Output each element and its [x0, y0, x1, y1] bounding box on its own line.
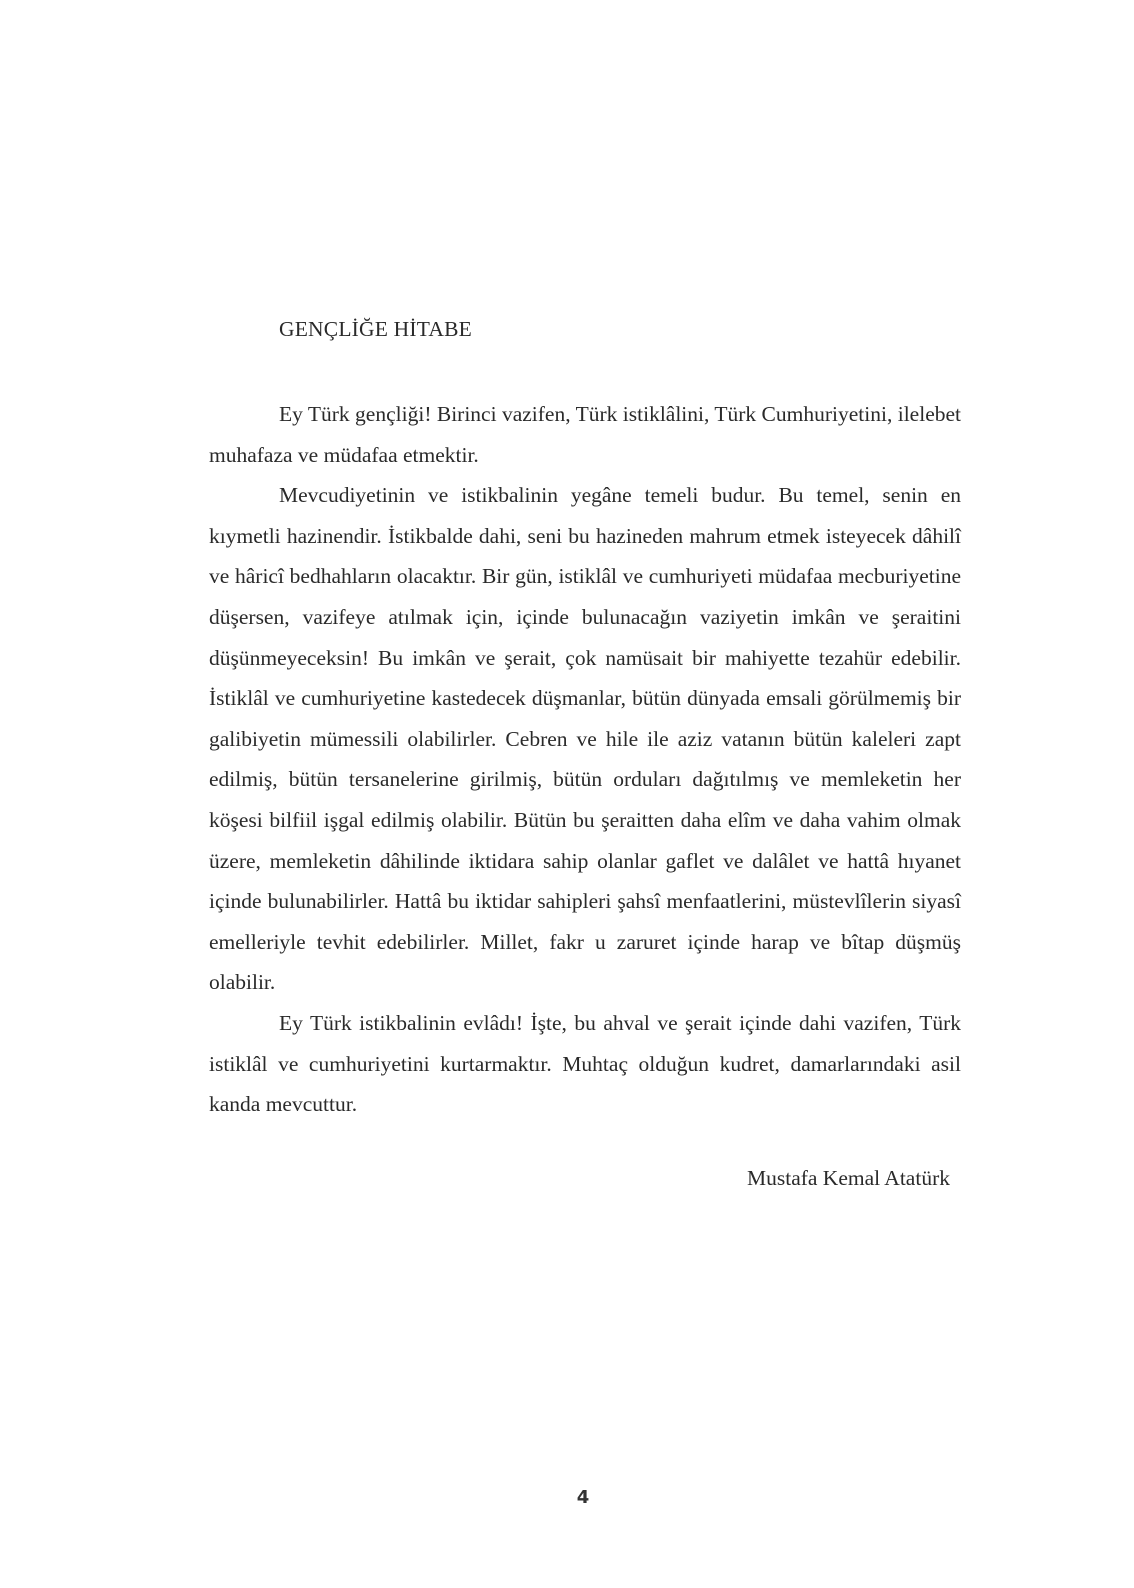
body-text — [209, 394, 961, 1125]
paragraph-2: Mevcudiyetinin ve istikbalinin yegâne temeli budur. Bu temel, senin en kıymetli hazinendir. İstikbalde dahi, seni bu hazineden mahrum etmek isteyecek dâhilî ve hâricî bedhahların olacaktır. Bir gün, istiklâl ve cumhuriyeti müdafaa mecburiyetine düşersen, vazifeye atılmak için, içinde bulunacağın vaziyetin imkân ve şeraitini düşünmeyeceksin! Bu imkân ve şerait, çok namüsait bir mahiyette tezahür edebilir. İstiklâl ve cumhuriyetine kastedecek düşmanlar, bütün dünyada emsali görülmemiş bir galibiyetin mümessili olabilirler. Cebren ve hile ile aziz vatanın bütün kaleleri zapt edilmiş, bütün tersanelerine girilmiş, bütün orduları dağıtılmış ve memleketin her köşesi bilfiil işgal edilmiş olabilir. Bütün bu şeraitten daha elîm ve daha vahim olmak üzere, memleketin dâhilinde iktidara sahip olanlar gaflet ve dalâlet ve hattâ hıyanet içinde bulunabilirler. Hattâ bu iktidar sahipleri şahsî menfaatlerini, müstevlîlerin siyasî emelleriyle tevhit edebilirler. Millet, fakr u zaruret içinde harap ve bîtap düşmüş olabilir. — [209, 483, 961, 995]
signature: Mustafa Kemal Atatürk — [746, 1166, 950, 1190]
page-number: 4 — [576, 1487, 590, 1508]
paragraph-1: Ey Türk gençliği! Birinci vazifen, Türk istiklâlini, Türk Cumhuriyetini, ilelebet muhafaza ve müdafaa etmektir. — [209, 402, 961, 467]
paragraph-3: Ey Türk istikbalinin evlâdı! İşte, bu ahval ve şerait içinde dahi vazifen, Türk istiklâl ve cumhuriyetini kurtarmaktır. Muhtaç olduğun kudret, damarlarındaki asil kanda mevcuttur. — [209, 1010, 961, 1117]
document-title: GENÇLİĞE HİTABE — [279, 317, 472, 341]
